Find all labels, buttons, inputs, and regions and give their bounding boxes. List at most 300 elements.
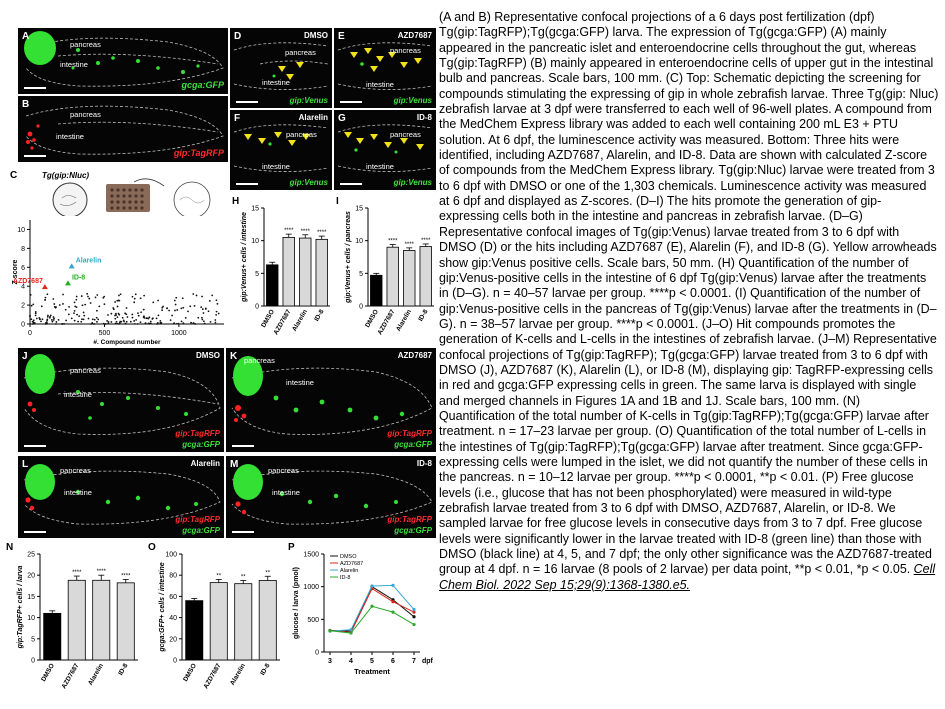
data-point [117, 316, 119, 318]
channel-label-green: gcga:GFP [394, 440, 432, 449]
data-point [216, 311, 218, 313]
data-point [102, 297, 104, 299]
bar [387, 247, 399, 306]
data-point [78, 315, 80, 317]
pancreas-label: pancreas [70, 366, 101, 375]
data-point [71, 317, 73, 319]
z-score-scatter [8, 216, 230, 346]
data-point [203, 320, 205, 322]
significance-label: **** [317, 230, 327, 237]
x-unit-label: dpf [422, 658, 433, 665]
series-point [328, 629, 331, 632]
data-point [158, 314, 160, 316]
panel-letter: F [234, 113, 241, 124]
data-point [74, 320, 76, 322]
data-point [194, 305, 196, 307]
bar [44, 613, 61, 660]
data-point [29, 316, 31, 318]
channel-label-green: gcga:GFP [394, 526, 432, 535]
series-point [391, 584, 394, 587]
panel-m-micrograph [226, 456, 436, 538]
data-point [73, 312, 75, 314]
data-point [93, 323, 95, 325]
bar [68, 580, 85, 660]
data-point [120, 293, 122, 295]
scale-bar [236, 101, 258, 103]
hit-label: ID-8 [71, 274, 86, 282]
y-tick-label: 20 [27, 572, 35, 580]
panel-j-micrograph [18, 348, 224, 452]
x-tick-label: ID-8 [313, 308, 326, 323]
data-point [182, 322, 184, 324]
data-point [83, 312, 85, 314]
y-tick-label: 80 [169, 572, 177, 580]
data-point [173, 322, 175, 324]
data-point [181, 321, 183, 323]
bar [210, 583, 227, 660]
legend-label: DMSO [340, 554, 357, 560]
y-tick-label: 10 [355, 238, 363, 246]
channel-label: gip:Venus [393, 96, 432, 105]
x-tick-label: AZD7687 [202, 662, 223, 691]
panel-letter: H [232, 196, 240, 207]
y-tick-label: 2 [21, 302, 25, 310]
data-point [187, 311, 189, 313]
bar [235, 584, 252, 660]
series-line [330, 587, 414, 631]
y-tick-label: 60 [169, 593, 177, 601]
data-point [156, 323, 158, 325]
pancreas-label: pancreas [285, 48, 316, 57]
channel-label: gip:Venus [393, 178, 432, 187]
bar [266, 265, 278, 306]
channel-label-green: gcga:GFP [182, 440, 220, 449]
significance-label: **** [421, 237, 431, 244]
significance-label: ** [265, 570, 271, 577]
data-point [77, 321, 79, 323]
x-tick-label: Alarelin [290, 308, 309, 333]
data-point [160, 322, 162, 324]
channel-label-red: gip:TagRFP [175, 429, 220, 438]
x-tick-label: DMSO [260, 308, 276, 329]
hit-marker [65, 280, 71, 285]
data-point [189, 305, 191, 307]
channel-label: gip:Venus [289, 178, 328, 187]
y-tick-label: 10 [27, 615, 35, 623]
bar [283, 237, 295, 306]
x-tick-label: 3 [328, 658, 332, 665]
panel-b-micrograph [18, 96, 228, 162]
data-point [196, 295, 198, 297]
y-tick-label: 4 [21, 283, 25, 291]
panel-c [8, 166, 230, 346]
data-point [32, 323, 34, 325]
channel-label-red: gip:TagRFP [387, 429, 432, 438]
scale-bar [24, 87, 46, 89]
data-point [209, 300, 211, 302]
data-point [58, 319, 60, 321]
data-point [49, 316, 51, 318]
data-point [203, 312, 205, 314]
data-point [137, 323, 139, 325]
condition-label: AZD7687 [397, 31, 432, 40]
data-point [117, 306, 119, 308]
panel-letter: C [10, 170, 18, 181]
data-point [98, 306, 100, 308]
y-axis-label: Z score [12, 259, 19, 285]
y-tick-label: 15 [27, 593, 35, 601]
y-axis-label: gip:TagRFP+ cells / larva [17, 565, 24, 649]
x-tick-label: 1000 [171, 330, 187, 337]
bar [93, 580, 110, 660]
data-point [45, 297, 47, 299]
data-point [201, 296, 203, 298]
data-point [115, 313, 117, 315]
data-point [114, 315, 116, 317]
data-point [39, 318, 41, 320]
condition-label: ID-8 [416, 459, 432, 468]
data-point [88, 318, 90, 320]
data-point [166, 307, 168, 309]
data-point [148, 316, 150, 318]
data-point [180, 307, 182, 309]
citation-link[interactable]: Cell Chem Biol. 2022 Sep 15;29(9):1368-1380.e5. [439, 562, 936, 592]
data-point [152, 317, 154, 319]
data-point [116, 321, 118, 323]
data-point [134, 298, 136, 300]
data-point [59, 304, 61, 306]
significance-label: ** [216, 573, 222, 580]
y-tick-label: 6 [21, 264, 25, 272]
intestine-label: intestine [366, 80, 394, 89]
panel-letter: E [338, 31, 345, 42]
data-point [192, 293, 194, 295]
construct-label: Tg(gip:Nluc) [42, 171, 90, 180]
x-tick-label: 500 [98, 330, 111, 337]
pancreas-label: pancreas [390, 130, 421, 139]
data-point [215, 322, 217, 324]
x-tick-label: DMSO [364, 308, 380, 329]
data-point [74, 301, 76, 303]
bar [403, 250, 415, 306]
data-point [87, 296, 89, 298]
panel-letter: A [22, 31, 30, 42]
data-point [140, 321, 142, 323]
data-point [175, 304, 177, 306]
intestine-label: intestine [262, 78, 290, 87]
data-point [157, 300, 159, 302]
data-point [125, 313, 127, 315]
data-point [185, 317, 187, 319]
panel-k-micrograph [226, 348, 436, 452]
bar [420, 247, 432, 306]
data-point [83, 318, 85, 320]
data-point [135, 293, 137, 295]
data-point [62, 303, 64, 305]
data-point [97, 319, 99, 321]
data-point [119, 321, 121, 323]
panel-e-micrograph [334, 28, 436, 108]
data-point [52, 321, 54, 323]
x-tick-label: ID-8 [117, 662, 130, 677]
y-tick-label: 0 [359, 303, 363, 311]
significance-label: **** [404, 241, 414, 248]
data-point [84, 304, 86, 306]
legend-label: AZD7687 [340, 561, 364, 567]
pancreas-label: pancreas [268, 466, 299, 475]
y-tick-label: 0 [173, 657, 177, 665]
data-point [140, 311, 142, 313]
data-point [30, 318, 32, 320]
data-point [182, 307, 184, 309]
y-tick-label: 5 [359, 270, 363, 278]
data-point [134, 323, 136, 325]
bar-chart-h [230, 194, 334, 344]
x-tick-label: AZD7687 [376, 308, 397, 337]
scale-bar [24, 155, 46, 157]
data-point [150, 321, 152, 323]
data-point [170, 319, 172, 321]
data-point [137, 312, 139, 314]
panel-letter: G [338, 113, 346, 124]
data-point [190, 322, 192, 324]
panel-letter: M [230, 459, 239, 470]
y-tick-label: 15 [355, 205, 363, 213]
data-point [105, 323, 107, 325]
y-tick-label: 0 [255, 303, 259, 311]
panel-d-micrograph [230, 28, 332, 108]
data-point [218, 313, 220, 315]
data-point [86, 293, 88, 295]
panel-g-micrograph [334, 110, 436, 190]
significance-label: **** [388, 238, 398, 245]
data-point [178, 323, 180, 325]
data-point [126, 321, 128, 323]
data-point [80, 321, 82, 323]
series-point [412, 608, 415, 611]
data-point [131, 314, 133, 316]
x-tick-label: AZD7687 [272, 308, 293, 337]
y-tick-label: 1000 [303, 584, 319, 592]
data-point [55, 323, 57, 325]
channel-label-red: gip:TagRFP [387, 515, 432, 524]
data-point [35, 315, 37, 317]
data-point [40, 320, 42, 322]
data-point [112, 307, 114, 309]
intestine-label: intestine [366, 162, 394, 171]
panel-letter: I [336, 196, 339, 207]
intestine-label: intestine [272, 488, 300, 497]
y-tick-label: 0 [21, 321, 25, 329]
y-tick-label: 10 [17, 226, 25, 234]
pancreas-label: pancreas [70, 40, 101, 49]
bar-chart-o [146, 540, 286, 700]
data-point [148, 322, 150, 324]
data-point [90, 302, 92, 304]
y-tick-label: 500 [307, 616, 319, 624]
data-point [106, 320, 108, 322]
data-point [126, 307, 128, 309]
data-point [217, 303, 219, 305]
data-point [161, 307, 163, 309]
data-point [51, 319, 53, 321]
data-point [176, 309, 178, 311]
panel-letter: O [148, 542, 156, 553]
x-tick-label: Alarelin [394, 308, 413, 333]
data-point [76, 306, 78, 308]
data-point [204, 323, 206, 325]
hit-label: Alarelin [75, 257, 102, 265]
data-point [114, 318, 116, 320]
data-point [96, 294, 98, 296]
x-tick-label: ID-8 [417, 308, 430, 323]
data-point [182, 297, 184, 299]
data-point [171, 315, 173, 317]
series-line [330, 606, 414, 633]
series-point [412, 623, 415, 626]
data-point [118, 295, 120, 297]
y-axis-label: gcga:GFP+ cells / intestine [159, 562, 166, 652]
pancreas-label: pancreas [390, 46, 421, 55]
data-point [145, 322, 147, 324]
y-tick-label: 15 [251, 205, 259, 213]
legend-label: Alarelin [340, 568, 359, 574]
data-point [174, 300, 176, 302]
condition-label: Alarelin [190, 459, 220, 468]
data-point [208, 310, 210, 312]
x-tick-label: 0 [28, 330, 32, 337]
x-tick-label: Alarelin [86, 662, 105, 687]
data-point [143, 315, 145, 317]
data-point [130, 321, 132, 323]
data-point [88, 298, 90, 300]
data-point [133, 320, 135, 322]
data-point [83, 315, 85, 317]
data-point [201, 319, 203, 321]
data-point [127, 316, 129, 318]
data-point [68, 306, 70, 308]
data-point [200, 306, 202, 308]
bar [117, 583, 134, 660]
data-point [82, 304, 84, 306]
panel-l-micrograph [18, 456, 224, 538]
x-tick-label: 5 [370, 658, 374, 665]
pancreas-label: pancreas [244, 356, 275, 365]
data-point [210, 321, 212, 323]
x-axis-label: Treatment [354, 667, 390, 676]
panel-a-micrograph [18, 28, 228, 94]
scale-bar [232, 445, 254, 447]
data-point [31, 305, 33, 307]
data-point [95, 297, 97, 299]
data-point [62, 323, 64, 325]
y-tick-label: 5 [255, 270, 259, 278]
series-point [412, 615, 415, 618]
data-point [118, 300, 120, 302]
data-point [143, 309, 145, 311]
data-point [81, 318, 83, 320]
x-axis-label: #. Compound number [93, 339, 161, 346]
data-point [110, 313, 112, 315]
x-tick-label: DMSO [40, 662, 56, 683]
panel-letter: B [22, 99, 30, 110]
screen-schematic [8, 176, 230, 216]
bar-chart-n [4, 540, 144, 700]
pancreas-label: pancreas [70, 110, 101, 119]
intestine-label: intestine [56, 132, 84, 141]
data-point [143, 295, 145, 297]
panel-letter: N [6, 542, 14, 553]
condition-label: Alarelin [298, 113, 328, 122]
series-point [370, 605, 373, 608]
scale-bar [236, 183, 258, 185]
channel-label-red: gip:TagRFP [175, 515, 220, 524]
data-point [161, 309, 163, 311]
bar-chart-i [334, 194, 438, 344]
channel-label: gip:Venus [289, 96, 328, 105]
series-point [349, 631, 352, 634]
x-tick-label: 7 [412, 658, 416, 665]
data-point [47, 315, 49, 317]
data-point [55, 307, 57, 309]
data-point [118, 323, 120, 325]
line-chart-p [286, 540, 438, 700]
y-tick-label: 8 [21, 245, 25, 253]
scale-bar [232, 531, 254, 533]
pancreas-label: pancreas [60, 466, 91, 475]
x-tick-label: ID-8 [259, 662, 272, 677]
x-tick-label: DMSO [182, 662, 198, 683]
y-tick-label: 10 [251, 238, 259, 246]
panel-letter: P [288, 542, 295, 553]
intestine-label: intestine [64, 390, 92, 399]
y-tick-label: 20 [169, 636, 177, 644]
data-point [152, 301, 154, 303]
bar [316, 239, 328, 306]
figure-caption [439, 10, 939, 593]
condition-label: DMSO [304, 31, 328, 40]
data-point [124, 323, 126, 325]
data-point [176, 323, 178, 325]
data-point [110, 321, 112, 323]
data-point [201, 317, 203, 319]
data-point [103, 303, 105, 305]
data-point [96, 317, 98, 319]
data-point [114, 301, 116, 303]
data-point [96, 310, 98, 312]
panel-letter: L [22, 459, 29, 470]
y-tick-label: 1500 [303, 551, 319, 559]
data-point [132, 296, 134, 298]
y-axis-label: glucose / larva (pmol) [293, 567, 300, 639]
data-point [118, 314, 120, 316]
data-point [174, 310, 176, 312]
data-point [46, 293, 48, 295]
pancreas-label: pancreas [286, 130, 317, 139]
data-point [53, 318, 55, 320]
scale-bar [340, 183, 362, 185]
data-point [41, 305, 43, 307]
data-point [192, 323, 194, 325]
data-point [107, 314, 109, 316]
bar [259, 581, 276, 661]
data-point [133, 301, 135, 303]
data-point [194, 323, 196, 325]
panel-letter: D [234, 31, 242, 42]
intestine-label: intestine [286, 378, 314, 387]
data-point [132, 317, 134, 319]
data-point [145, 317, 147, 319]
